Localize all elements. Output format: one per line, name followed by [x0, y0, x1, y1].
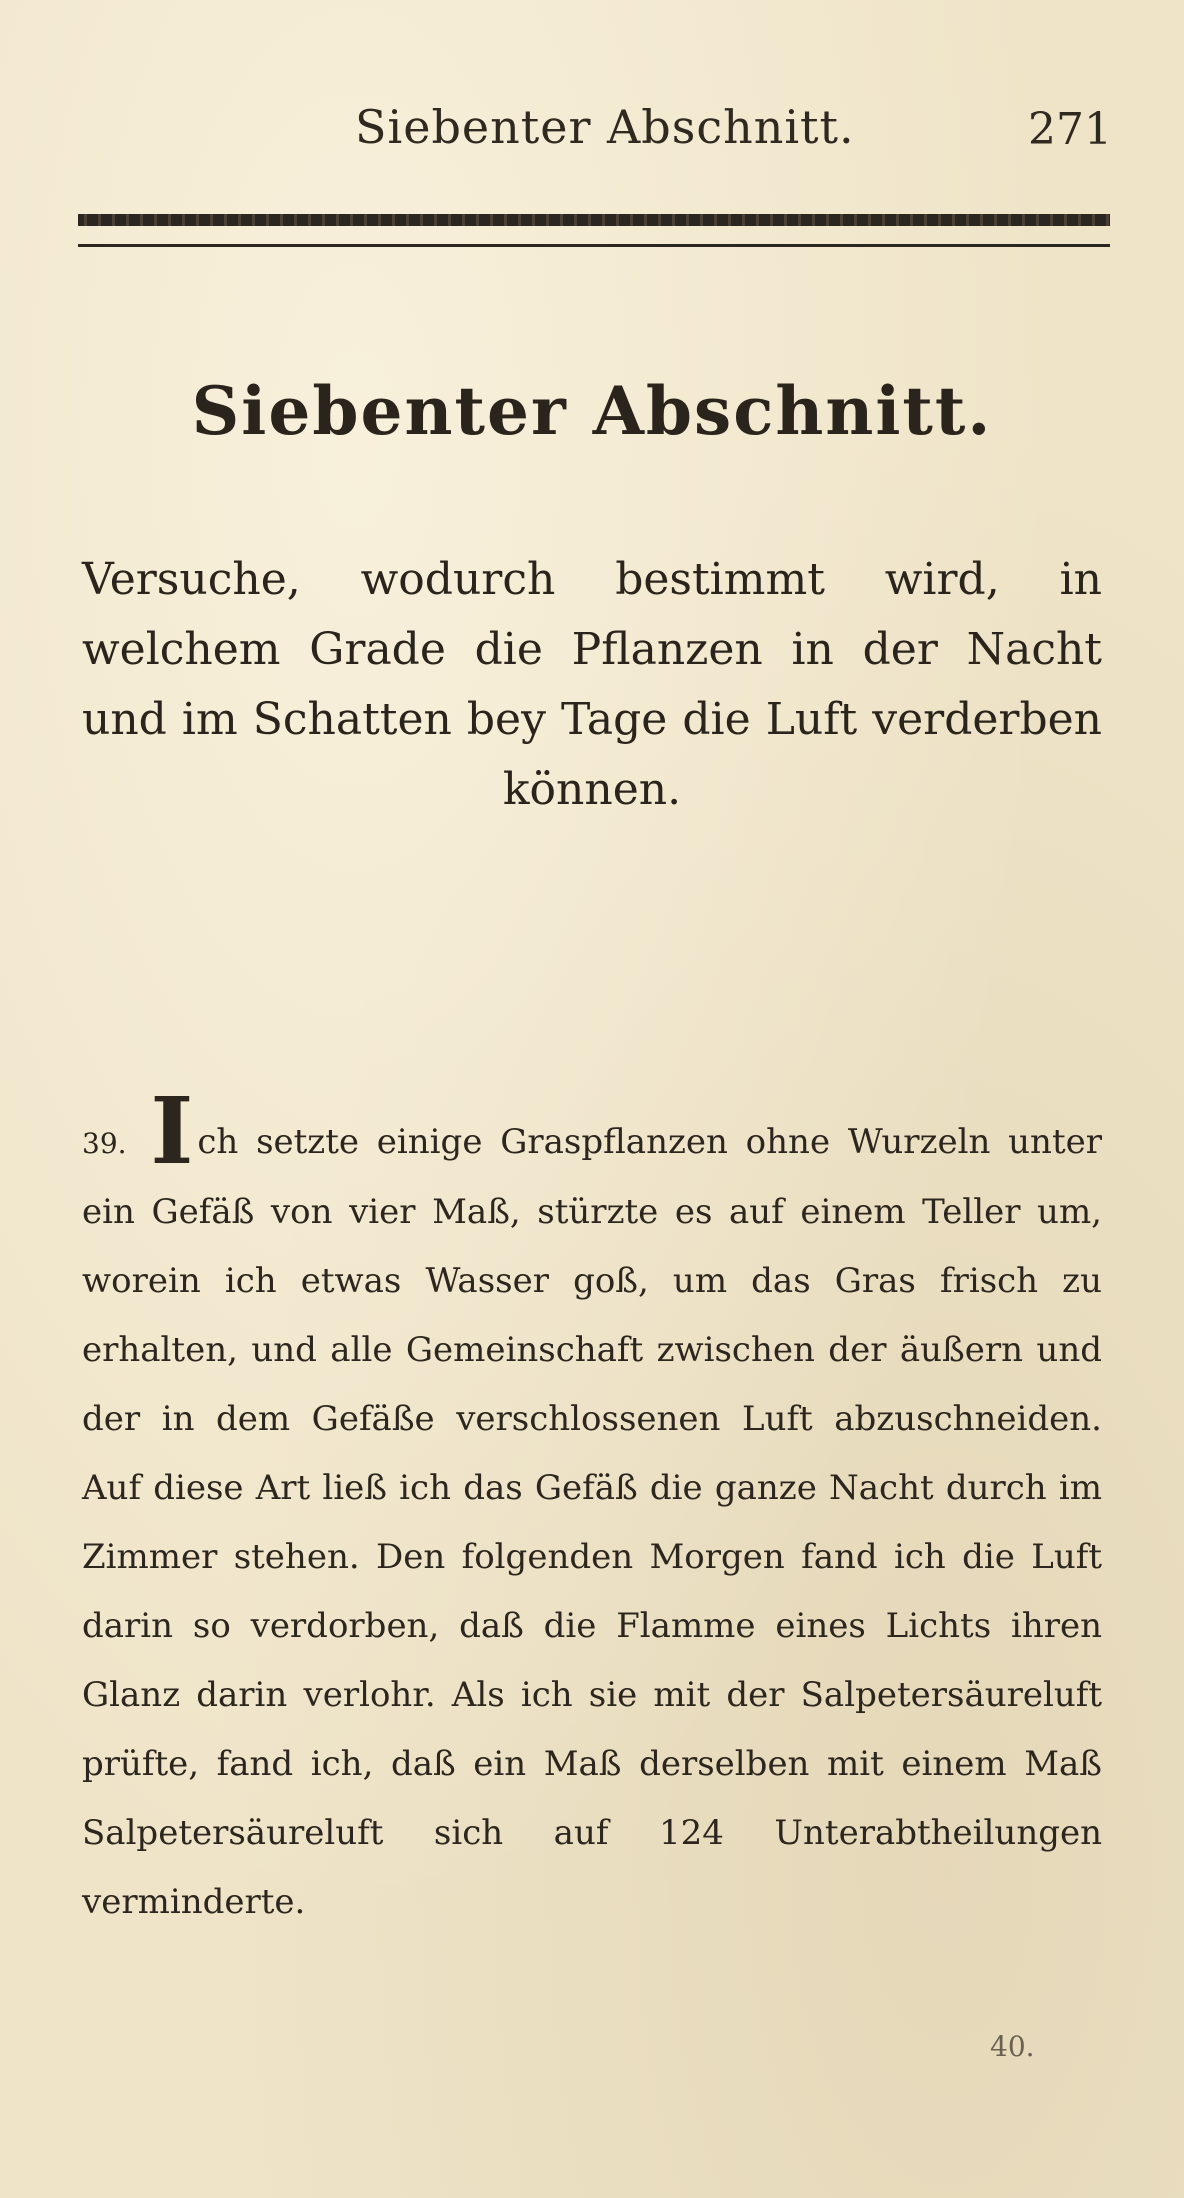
- paragraph-text: ch setzte einige Graspflanzen ohne Wurzeln unter ein Gefäß von vier Maß, stürzte es auf einem Teller um, worein ich etwas Wasser goß, um das Gras frisch zu erhalten, und alle Gemeinschaft zwischen der äußern und der in dem Gefäße verschlossenen Luft abzuschneiden. Auf diese Art ließ ich das Gefäß die ganze Nacht durch im Zimmer stehen. Den folgenden Morgen fand ich die Luft darin so verdorben, daß die Flamme eines Lichts ihren Glanz darin verlohr. Als ich sie mit der Salpetersäureluft prüfte, fand ich, daß ein Maß derselben mit einem Maß Salpetersäureluft sich auf 124 Unterabtheilungen verminderte.: [82, 1122, 1102, 1922]
- header-rule-thin: [78, 244, 1110, 247]
- section-subtitle: Versuche, wodurch bestimmt wird, in welchem Grade die Pflanzen in der Nacht und im Schatten bey Tage die Luft verderben können.: [82, 554, 1102, 815]
- paragraph-number: 39.: [82, 1127, 127, 1160]
- page-number: 271: [1028, 104, 1112, 155]
- drop-cap: I: [150, 1077, 194, 1185]
- header-rule-thick: [78, 214, 1110, 226]
- running-head-title: Siebenter Abschnitt.: [355, 100, 855, 154]
- body-paragraph: [82, 1077, 1102, 1937]
- running-head: [0, 100, 1184, 160]
- signature-mark: 40.: [990, 2030, 1035, 2063]
- section-heading: Siebenter Abschnitt.: [191, 372, 993, 450]
